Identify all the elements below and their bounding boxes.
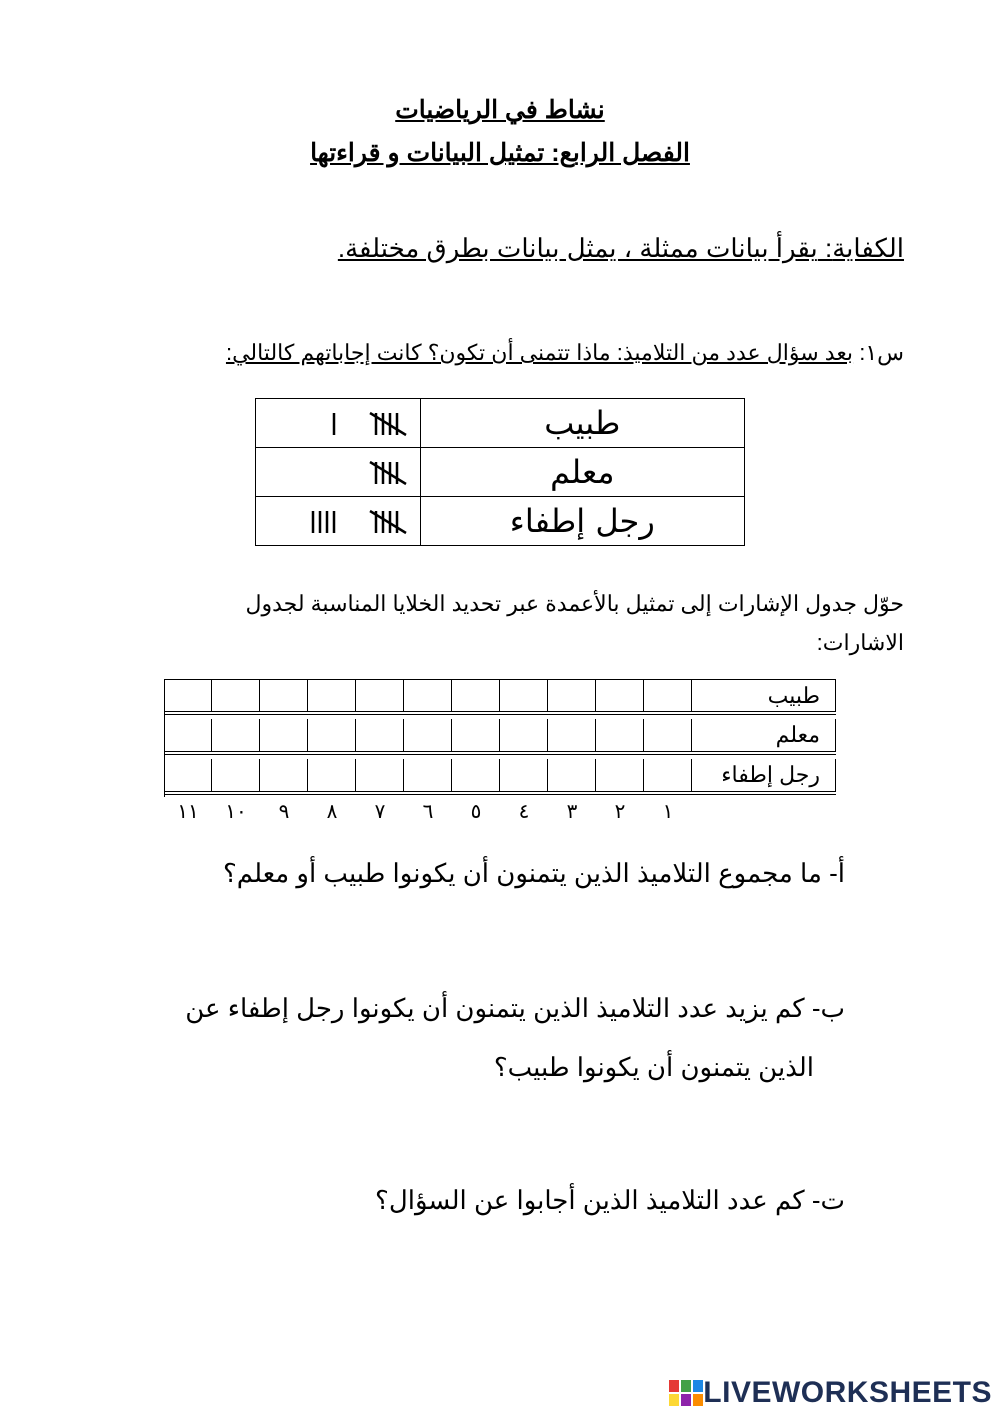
bar-grid-cell[interactable] [500, 719, 548, 751]
bar-grid-cell[interactable] [500, 680, 548, 712]
instruction-text: حوّل جدول الإشارات إلى تمثيل بالأعمدة عبر تحديد الخلايا المناسبة لجدول الاشارات: [245, 591, 904, 655]
bar-grid-cell[interactable] [596, 719, 644, 751]
bar-grid-cell[interactable] [356, 719, 404, 751]
bar-grid-cell[interactable] [164, 719, 212, 751]
tally-marks-cell [256, 399, 421, 448]
bar-grid-cell[interactable] [404, 680, 452, 712]
bar-grid-cell[interactable] [308, 759, 356, 791]
bar-grid-cell[interactable] [644, 680, 692, 712]
tally-row [256, 497, 745, 546]
tally-marks-teacher [256, 448, 420, 496]
bar-grid-cell[interactable] [500, 759, 548, 791]
page-title: نشاط في الرياضيات [395, 96, 605, 124]
brand-name: LIVEWORKSHEETS [703, 1376, 992, 1409]
tally-label-firefighter: رجل إطفاء [420, 497, 744, 546]
tally-table [255, 398, 745, 546]
question-1 [226, 340, 904, 366]
axis-tick-label: ٩ [278, 799, 290, 823]
bar-grid-cell[interactable] [164, 759, 212, 791]
bar-grid-label-teacher: معلم [775, 722, 820, 747]
tally-marks-doctor [256, 399, 420, 447]
bar-grid-cell[interactable] [260, 719, 308, 751]
bar-grid-cell[interactable] [260, 759, 308, 791]
tally-marks-cell [256, 497, 421, 546]
tally-marks-cell [256, 448, 421, 497]
bar-grid-cell[interactable] [452, 719, 500, 751]
competency-label: الكفاية [832, 233, 904, 263]
axis-tick-label: ٤ [518, 799, 530, 823]
bar-grid-cell[interactable] [212, 719, 260, 751]
question-a: أ- ما مجموع التلاميذ الذين يتمنون أن يكونوا طبيب أو معلم؟ [223, 858, 845, 888]
grid-right-edge [835, 759, 836, 791]
bar-grid-cell[interactable] [404, 719, 452, 751]
bar-grid-label-firefighter: رجل إطفاء [721, 762, 820, 787]
tally-label-teacher: معلم [420, 448, 744, 497]
bar-grid-cell[interactable] [356, 680, 404, 712]
axis-tick-label: ١٠ [225, 799, 247, 823]
bar-grid-cell[interactable] [164, 680, 212, 712]
bar-grid-cell[interactable] [452, 759, 500, 791]
liveworksheets-logo-icon [669, 1380, 703, 1406]
bar-grid-cell[interactable] [644, 719, 692, 751]
tally-marks-firefighter [256, 497, 420, 545]
footer-brand [669, 1377, 992, 1409]
bar-grid-row-firefighter [164, 759, 836, 795]
bar-grid-cell[interactable] [548, 719, 596, 751]
axis-tick-label: ٦ [422, 799, 434, 823]
axis-tick-label: ١١ [177, 799, 199, 823]
competency-statement: الكفاية: يقرأ بيانات ممثلة ، يمثل بيانات بطرق مختلفة. [337, 233, 904, 263]
bar-grid-cell[interactable] [212, 680, 260, 712]
axis-tick-label: ١ [662, 799, 674, 823]
bar-grid-cell[interactable] [596, 680, 644, 712]
bar-grid-cell[interactable] [452, 680, 500, 712]
bar-grid-label-doctor: طبيب [767, 683, 820, 708]
grid-right-edge [835, 719, 836, 751]
bar-grid-cell[interactable] [548, 680, 596, 712]
bar-grid-cell[interactable] [404, 759, 452, 791]
chapter-subtitle: الفصل الرابع: تمثيل البيانات و قراءتها [310, 139, 690, 167]
grid-right-edge [835, 680, 836, 711]
bar-grid-cell[interactable] [260, 680, 308, 712]
bar-grid-row-teacher [164, 719, 836, 755]
tally-row [256, 448, 745, 497]
bar-grid-cell[interactable] [212, 759, 260, 791]
question-1-number: س١: [859, 340, 904, 365]
axis-tick-label: ٧ [374, 799, 386, 823]
axis-tick-label: ٢ [614, 799, 626, 823]
bar-grid-row-doctor [164, 679, 836, 715]
bar-grid-cell[interactable] [644, 759, 692, 791]
bar-grid [164, 679, 836, 797]
tally-label-doctor: طبيب [420, 399, 744, 448]
bar-grid-cell[interactable] [548, 759, 596, 791]
bar-grid-cell[interactable] [308, 680, 356, 712]
bar-grid-cell[interactable] [308, 719, 356, 751]
competency-text: يقرأ بيانات ممثلة ، يمثل بيانات بطرق مختلفة. [337, 233, 818, 263]
tally-row [256, 399, 745, 448]
axis-tick-label: ٨ [326, 799, 338, 823]
question-1-text: بعد سؤال عدد من التلاميذ: ماذا تتمنى أن تكون؟ كانت إجاباتهم كالتالي: [225, 340, 854, 365]
question-c: ت- كم عدد التلاميذ الذين أجابوا عن السؤال؟ [375, 1185, 845, 1215]
question-b-line1: ب- كم يزيد عدد التلاميذ الذين يتمنون أن يكونوا رجل إطفاء عن [185, 993, 845, 1023]
question-b-line2: الذين يتمنون أن يكونوا طبيب؟ [493, 1052, 814, 1082]
bar-grid-cell[interactable] [356, 759, 404, 791]
axis-tick-label: ٥ [470, 799, 482, 823]
bar-grid-cell[interactable] [596, 759, 644, 791]
axis-tick-label: ٣ [566, 799, 578, 823]
